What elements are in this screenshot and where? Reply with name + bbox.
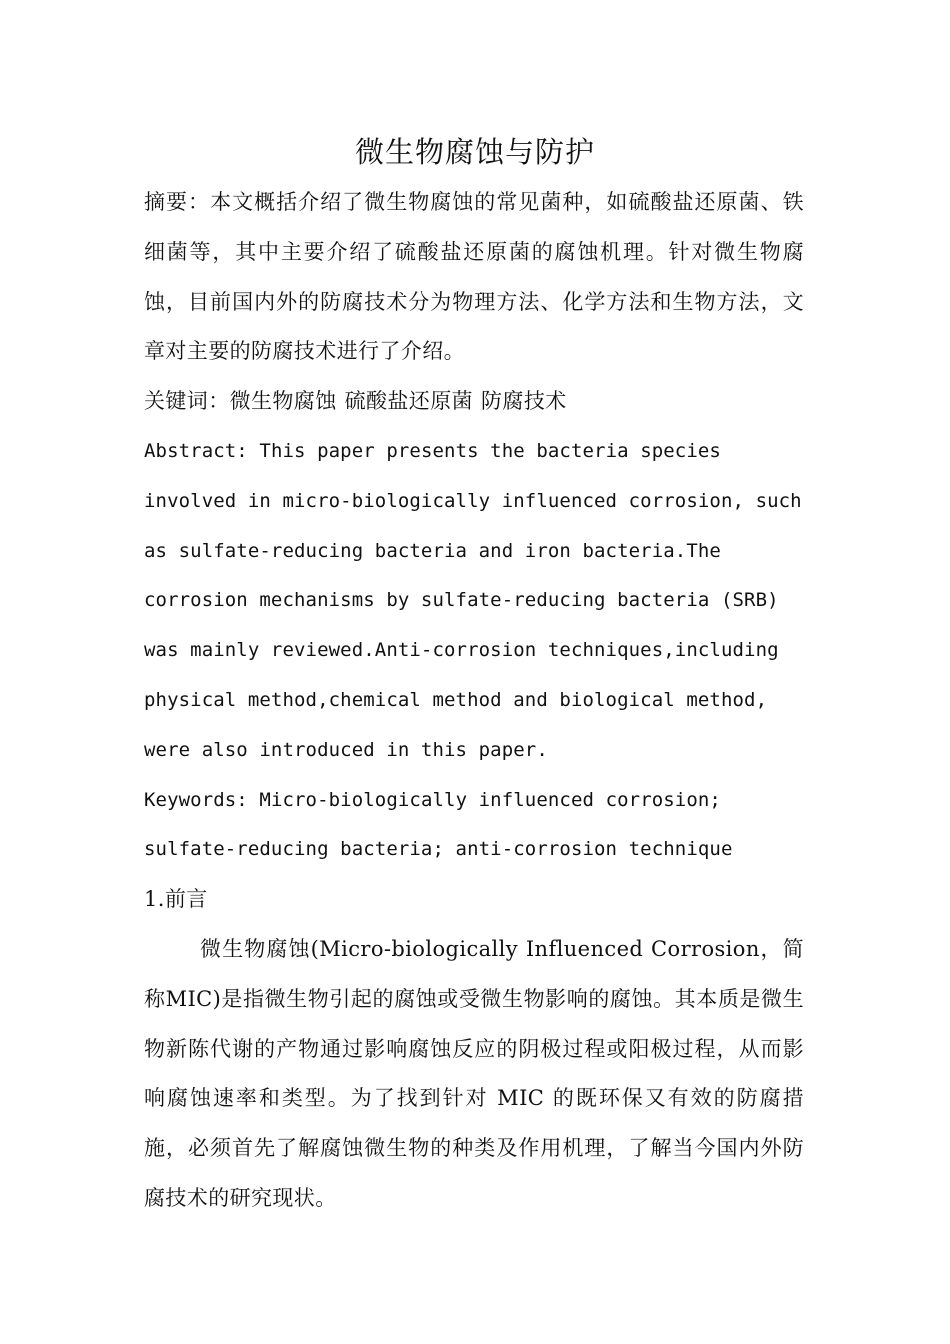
keywords-cn	[144, 377, 804, 427]
abstract-cn-text: 本文概括介绍了微生物腐蚀的常见菌种，如硫酸盐还原菌、铁细菌等，其中主要介绍了硫酸盐还原菌的腐蚀机理。针对微生物腐蚀，目前国内外的防腐技术分为物理方法、化学方法和生物方法，文章对主要的防腐技术进行了介绍。	[144, 190, 804, 364]
keyword-cn-item: 微生物腐蚀	[229, 389, 337, 414]
section-paragraph: 微生物腐蚀(Micro-biologically Influenced Corrosion，简称MIC)是指微生物引起的腐蚀或受微生物影响的腐蚀。其本质是微生物新陈代谢的产物通过影响腐蚀反应的阴极过程或阳极过程，从而影响腐蚀速率和类型。为了找到针对 MIC 的既环保又有效的防腐措施，必须首先了解腐蚀微生物的种类及作用机理，了解当今国内外防腐技术的研究现状。	[144, 936, 804, 1210]
keywords-en-label: Keywords:	[144, 788, 248, 811]
section-heading: 1.前言	[144, 887, 208, 912]
keywords-cn-label: 关键词：	[144, 389, 230, 414]
keywords-en	[144, 776, 804, 876]
abstract-cn	[144, 178, 804, 377]
document-body	[144, 178, 804, 1224]
keyword-cn-item: 硫酸盐还原菌	[344, 389, 474, 414]
abstract-en-label: Abstract:	[144, 439, 248, 462]
abstract-en	[144, 427, 804, 776]
abstract-en-text: This paper presents the bacteria species involved in micro-biologically influenced corrosion, such as sulfate-reducing bacteria and iron bacteria.The corrosion mechanisms by sulfate-reducing bacteria (SRB) was mainly reviewed.Anti-corrosion techniques,including physical method,chemical method and biological method, were also introduced in this paper.	[144, 439, 802, 761]
keywords-en-text: Micro-biologically influenced corrosion; sulfate-reducing bacteria; anti-corrosion technique	[144, 788, 733, 861]
abstract-cn-label: 摘要：	[144, 190, 211, 214]
document-title: 微生物腐蚀与防护	[354, 135, 595, 169]
keyword-cn-item: 防腐技术	[481, 389, 567, 414]
